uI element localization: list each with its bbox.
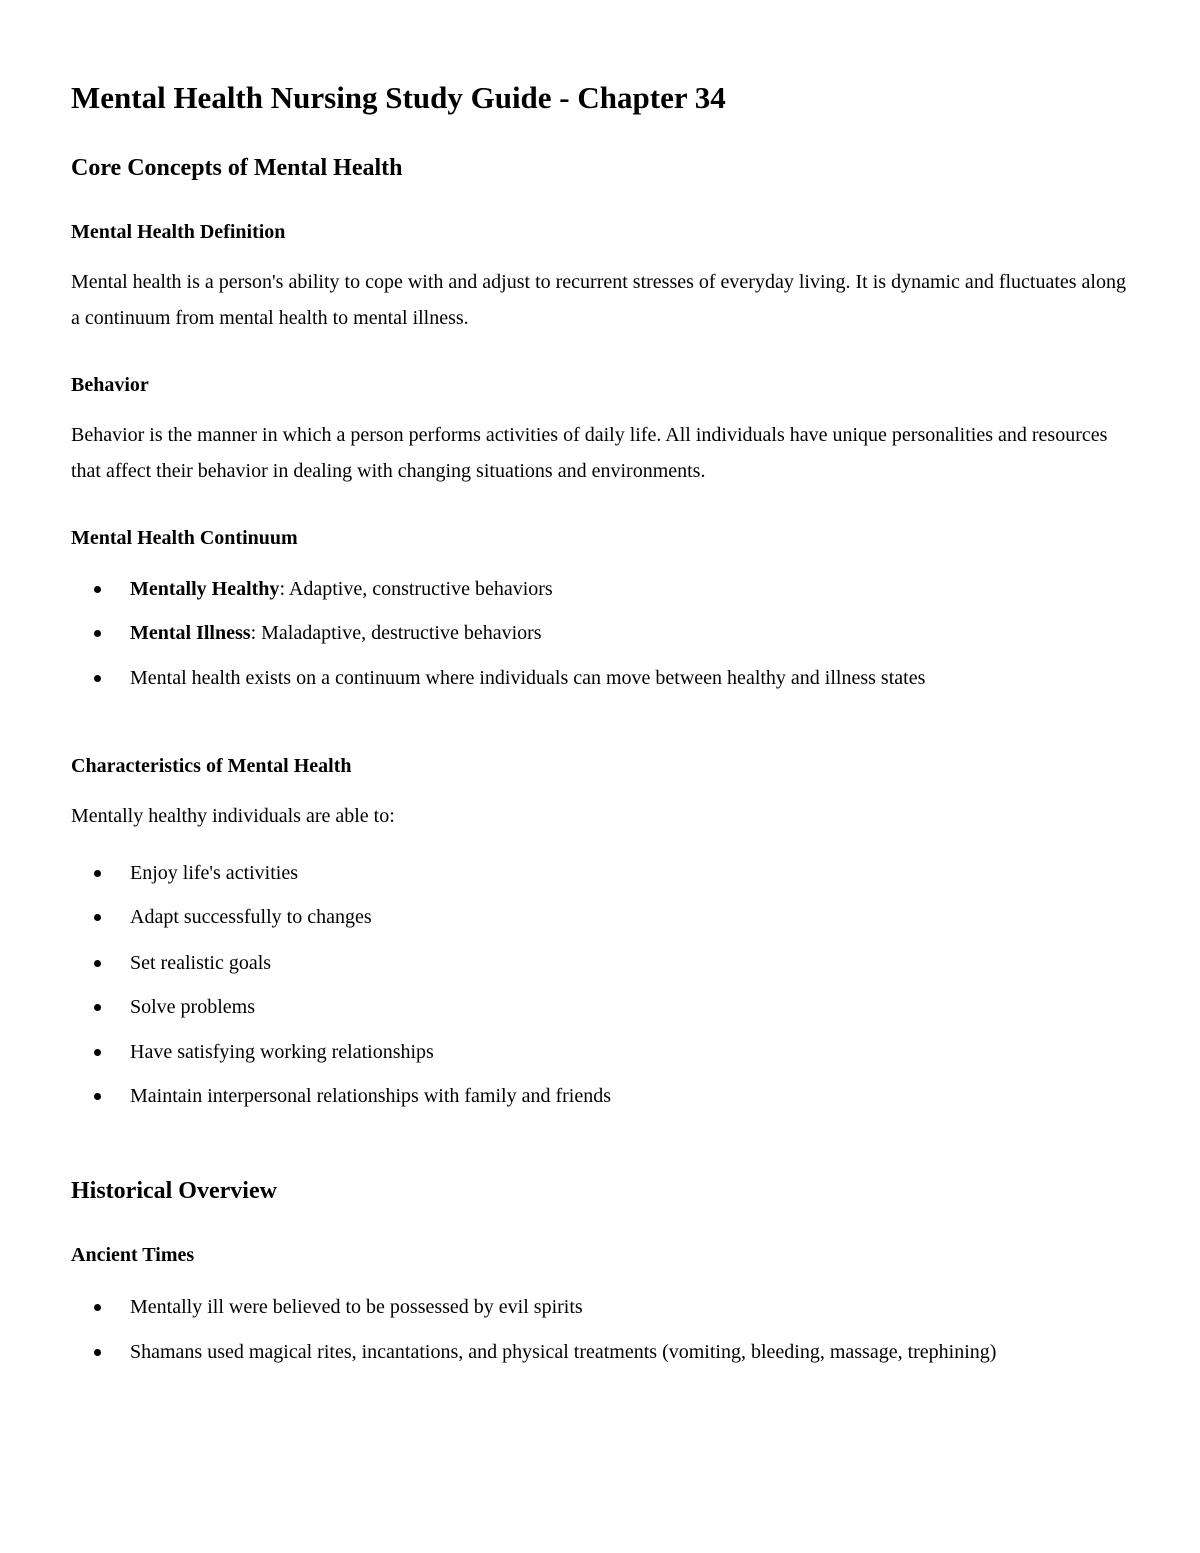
bullet-icon (94, 630, 101, 637)
list-item (71, 989, 1126, 1025)
bullet-icon (94, 870, 101, 877)
list-item (71, 1334, 1126, 1370)
list-item-text: : Maladaptive, destructive behaviors (250, 622, 542, 644)
list-item-term: Mentally Healthy (130, 578, 280, 600)
paragraph-characteristics-intro: Mentally healthy individuals are able to: (71, 805, 395, 827)
subheading-characteristics: Characteristics of Mental Health (71, 755, 352, 777)
list-item (71, 945, 1126, 981)
bullet-icon (94, 960, 101, 967)
list-item (71, 615, 1126, 651)
continuum-list (71, 571, 1126, 696)
list-item (71, 571, 1126, 607)
bullet-icon (94, 1349, 101, 1356)
list-item (71, 1289, 1126, 1325)
list-item-text: Shamans used magical rites, incantations, and physical treatments (vomiting, bleeding, massage, trephining) (130, 1341, 997, 1363)
list-item-text: Solve problems (130, 996, 255, 1018)
list-item-text: Enjoy life's activities (130, 862, 299, 884)
list-item-text: Set realistic goals (130, 952, 272, 974)
subheading-ancient-times: Ancient Times (71, 1244, 195, 1266)
bullet-icon (94, 675, 101, 682)
list-item-text: : Adaptive, constructive behaviors (279, 578, 553, 600)
list-item-text: Mentally ill were believed to be possessed by evil spirits (130, 1296, 583, 1318)
list-item-text: Adapt successfully to changes (130, 906, 372, 928)
list-item-text: Maintain interpersonal relationships with family and friends (130, 1085, 611, 1107)
bullet-icon (94, 1304, 101, 1311)
bullet-icon (94, 914, 101, 921)
bullet-icon (94, 1093, 101, 1100)
list-item (71, 1078, 1126, 1114)
list-item (71, 660, 1126, 696)
list-item (71, 899, 1126, 935)
characteristics-list (71, 855, 1126, 1114)
list-item-text: Have satisfying working relationships (130, 1041, 434, 1063)
section-heading-core-concepts: Core Concepts of Mental Health (71, 155, 403, 181)
document-title: Mental Health Nursing Study Guide - Chapter 34 (71, 80, 726, 115)
ancient-times-list (71, 1289, 1126, 1370)
paragraph-behavior: Behavior is the manner in which a person performs activities of daily life. All individuals have unique personalities and resources that affect their behavior in dealing with changing situations and environments. (71, 424, 1108, 482)
bullet-icon (94, 586, 101, 593)
list-item-term: Mental Illness (130, 622, 251, 644)
subheading-mental-health-continuum: Mental Health Continuum (71, 527, 298, 549)
subheading-mental-health-definition: Mental Health Definition (71, 221, 286, 243)
list-item (71, 1034, 1126, 1070)
list-item-text: Mental health exists on a continuum where individuals can move between healthy and illness states (130, 667, 926, 689)
list-item (71, 855, 1126, 891)
section-heading-historical-overview: Historical Overview (71, 1178, 277, 1204)
subheading-behavior: Behavior (71, 374, 149, 396)
bullet-icon (94, 1004, 101, 1011)
paragraph-mental-health-definition: Mental health is a person's ability to cope with and adjust to recurrent stresses of everyday living. It is dynamic and fluctuates along a continuum from mental health to mental illness. (71, 271, 1126, 329)
bullet-icon (94, 1049, 101, 1056)
